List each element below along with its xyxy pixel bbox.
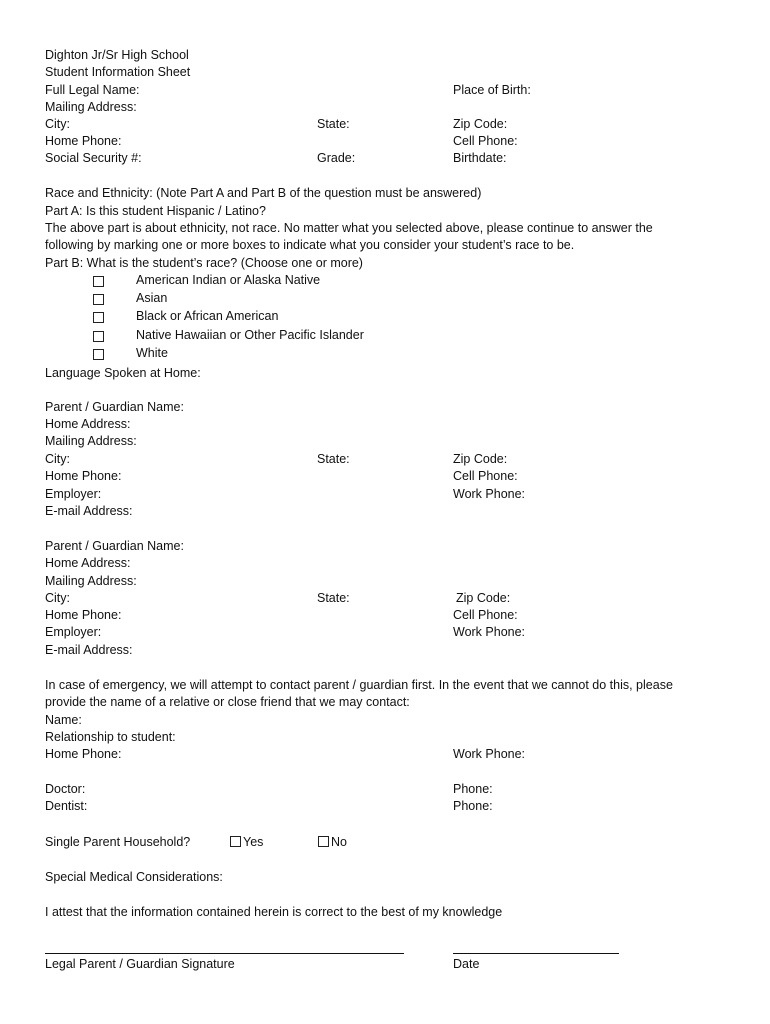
date-label: Date (453, 957, 480, 971)
guardian2-email-label: E-mail Address: (45, 643, 133, 657)
guardian1-city-label: City: (45, 452, 70, 466)
emergency-text-line2: provide the name of a relative or close friend that we may contact: (45, 695, 410, 709)
single-parent-yes-option[interactable] (230, 834, 263, 851)
language-spoken-label: Language Spoken at Home: (45, 366, 201, 380)
guardian1-home-address-label: Home Address: (45, 417, 131, 431)
guardian2-city-label: City: (45, 591, 70, 605)
guardian2-mailing-label: Mailing Address: (45, 574, 137, 588)
mailing-address-label: Mailing Address: (45, 100, 137, 114)
dentist-phone-label: Phone: (453, 799, 493, 813)
guardian2-work-phone-label: Work Phone: (453, 625, 526, 639)
attestation-text: I attest that the information contained herein is correct to the best of my knowledge (45, 905, 503, 919)
ethnicity-note-line1: The above part is about ethnicity, not race. No matter what you selected above, please continue to answer the (45, 221, 653, 235)
race-option-label: Asian (136, 291, 168, 305)
ethnicity-note-line2: following by marking one or more boxes to indicate what you consider your student’s race to be. (45, 238, 575, 252)
race-option-label: American Indian or Alaska Native (136, 273, 321, 287)
city-label: City: (45, 117, 70, 131)
guardian1-name-label: Parent / Guardian Name: (45, 400, 184, 414)
grade-label: Grade: (317, 151, 356, 165)
part-a-question: Part A: Is this student Hispanic / Latino? (45, 204, 266, 218)
race-ethnicity-heading: Race and Ethnicity: (Note Part A and Part B of the question must be answered) (45, 186, 482, 200)
guardian2-home-phone-label: Home Phone: (45, 608, 122, 622)
emergency-work-phone-label: Work Phone: (453, 747, 526, 761)
guardian2-state-label: State: (317, 591, 350, 605)
guardian1-employer-label: Employer: (45, 487, 102, 501)
zip-code-label: Zip Code: (453, 117, 508, 131)
place-of-birth-label: Place of Birth: (453, 83, 531, 97)
birthdate-label: Birthdate: (453, 151, 507, 165)
signature-label: Legal Parent / Guardian Signature (45, 957, 235, 971)
race-option-label: Native Hawaiian or Other Pacific Islander (136, 328, 364, 342)
doctor-phone-label: Phone: (453, 782, 493, 796)
no-checkbox[interactable] (318, 836, 329, 847)
guardian1-zip-label: Zip Code: (453, 452, 508, 466)
social-security-label: Social Security #: (45, 151, 142, 165)
page-title: Student Information Sheet (45, 65, 191, 79)
race-option-label: Black or African American (136, 309, 279, 323)
race-option-label: White (136, 346, 168, 360)
signature-line[interactable] (45, 953, 404, 954)
race-checkbox-white[interactable] (93, 349, 104, 360)
guardian1-email-label: E-mail Address: (45, 504, 133, 518)
race-checkbox-american-indian[interactable] (93, 276, 104, 287)
guardian2-home-address-label: Home Address: (45, 556, 131, 570)
emergency-name-label: Name: (45, 713, 82, 727)
race-checkbox-asian[interactable] (93, 294, 104, 305)
yes-checkbox[interactable] (230, 836, 241, 847)
guardian1-work-phone-label: Work Phone: (453, 487, 526, 501)
guardian1-cell-phone-label: Cell Phone: (453, 469, 518, 483)
race-checkbox-black[interactable] (93, 312, 104, 323)
guardian2-cell-phone-label: Cell Phone: (453, 608, 518, 622)
guardian1-home-phone-label: Home Phone: (45, 469, 122, 483)
no-label: No (331, 835, 347, 849)
school-name: Dighton Jr/Sr High School (45, 48, 189, 62)
guardian2-name-label: Parent / Guardian Name: (45, 539, 184, 553)
date-line[interactable] (453, 953, 619, 954)
race-checkbox-native-hawaiian[interactable] (93, 331, 104, 342)
emergency-home-phone-label: Home Phone: (45, 747, 122, 761)
full-legal-name-label: Full Legal Name: (45, 83, 140, 97)
single-parent-label: Single Parent Household? (45, 835, 191, 849)
state-label: State: (317, 117, 350, 131)
doctor-label: Doctor: (45, 782, 86, 796)
guardian1-mailing-label: Mailing Address: (45, 434, 137, 448)
yes-label: Yes (243, 835, 264, 849)
guardian1-state-label: State: (317, 452, 350, 466)
cell-phone-label: Cell Phone: (453, 134, 518, 148)
home-phone-label: Home Phone: (45, 134, 122, 148)
part-b-question: Part B: What is the student’s race? (Choose one or more) (45, 256, 363, 270)
emergency-text-line1: In case of emergency, we will attempt to contact parent / guardian first. In the event that we cannot do this, please (45, 678, 673, 692)
dentist-label: Dentist: (45, 799, 88, 813)
special-medical-label: Special Medical Considerations: (45, 870, 223, 884)
emergency-relationship-label: Relationship to student: (45, 730, 176, 744)
guardian2-employer-label: Employer: (45, 625, 102, 639)
guardian2-zip-label: Zip Code: (456, 591, 511, 605)
single-parent-no-option[interactable] (318, 834, 347, 851)
